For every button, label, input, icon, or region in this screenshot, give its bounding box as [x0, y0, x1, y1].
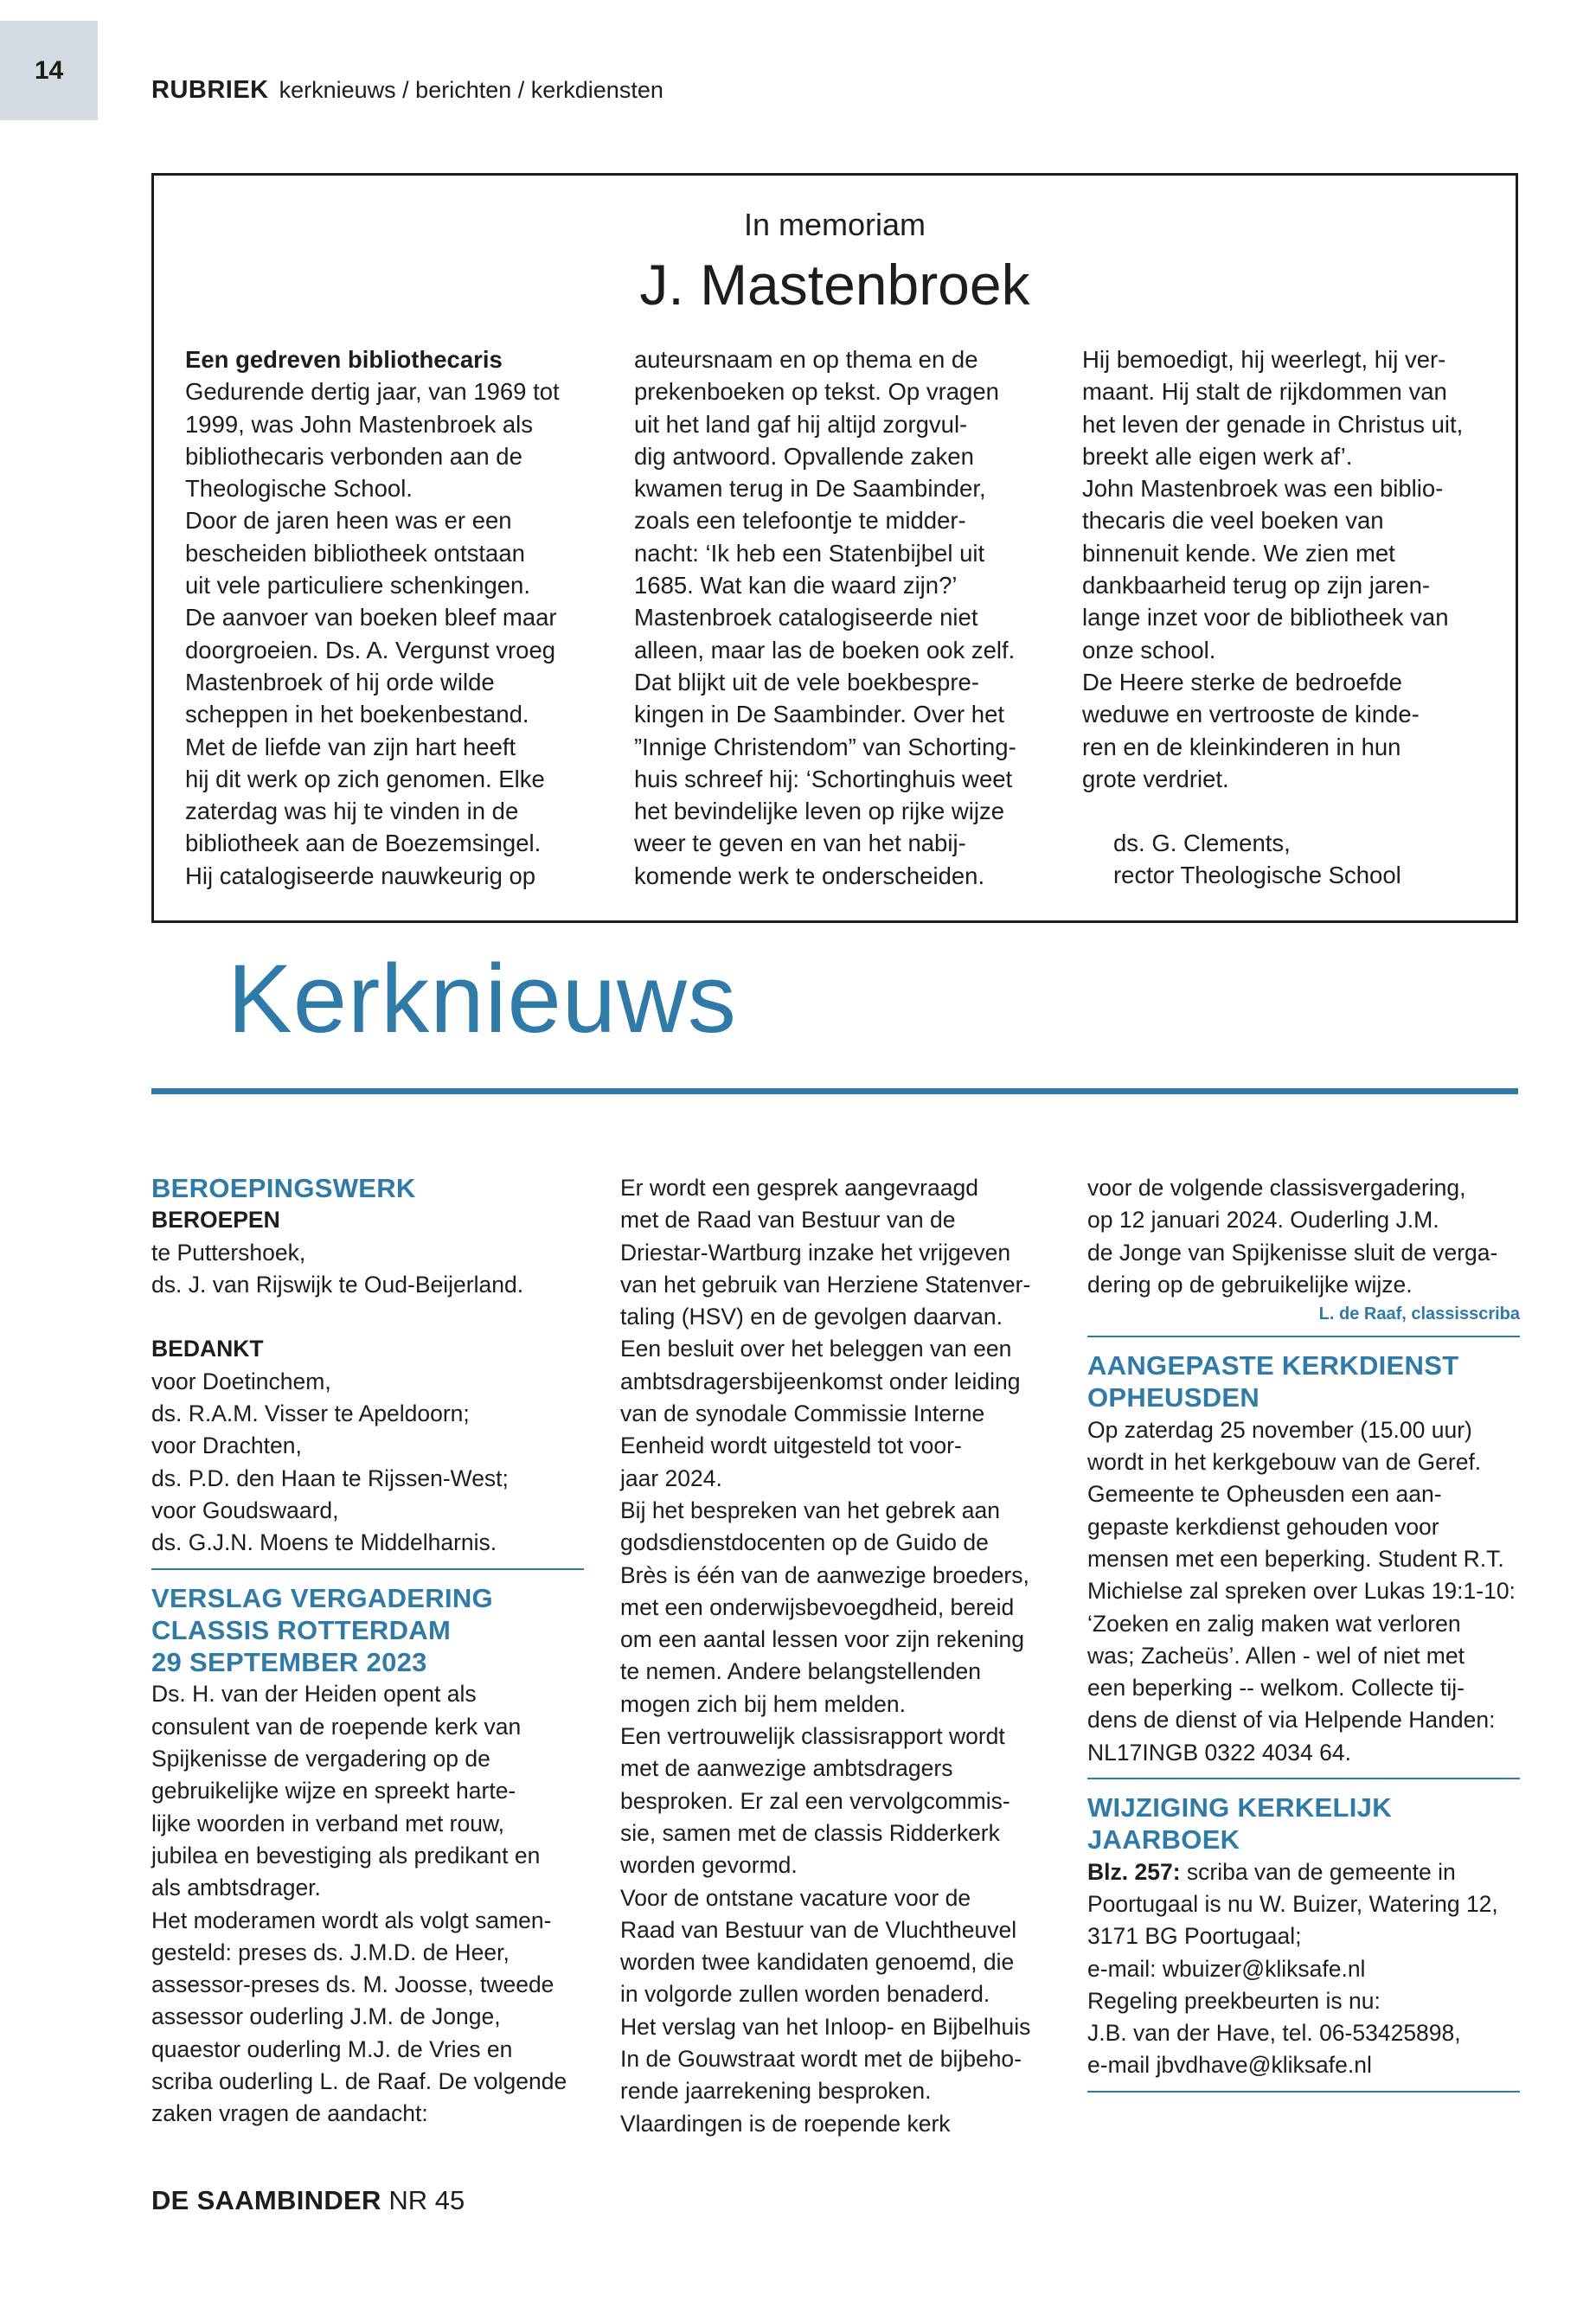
page-number: 14: [0, 21, 98, 120]
footer-brand: DE SAAMBINDER: [151, 2185, 381, 2215]
jaarboek-text-rest: Poortugaal is nu W. Buizer, Watering 12, 3171 BG Poortugaal; e-mail: wbuizer@kliksafe.nl Regeling preekbeurten is nu: J.B. van der Have, tel. 06-53425898, e-mail jbvdhave@kliksafe.nl: [1087, 1890, 1498, 2079]
memoriam-heading: Een gedreven bibliothecaris: [185, 346, 503, 373]
news-column-1: [151, 1172, 584, 2131]
section-divider: [151, 1568, 584, 1570]
jaarboek-text-first: scriba van de gemeente in: [1180, 1858, 1456, 1885]
memoriam-text-3: Hij bemoedigt, hij weerlegt, hij ver- maant. Hij stalt de rijkdommen van het leven der genade in Christus uit, breekt alle eigen werk af’. John Mastenbroek was een biblio- thecaris die veel boeken van binnenuit kende. We zien met dankbaarheid terug op zijn jaren- lange inzet voor de bibliotheek van onze school. De Heere sterke de bedroefde weduwe en vertrooste de kinde- ren en de kleinkinderen in hun grote verdriet.: [1082, 346, 1464, 792]
verslag-text-3: voor de volgende classisvergadering, op 12 januari 2024. Ouderling J.M. de Jonge van Spijkenisse sluit de verga- dering op de gebruikelijke wijze.: [1087, 1175, 1498, 1298]
jaarboek-blz-label: Blz. 257:: [1087, 1858, 1181, 1885]
bedankt-label: BEDANKT: [151, 1336, 264, 1362]
verslag-text-2: Er wordt een gesprek aangevraagd met de Raad van Bestuur van de Driestar-Wartburg inzake het vrijgeven van het gebruik van Herziene Statenver- taling (HSV) en de gevolgen daarvan. Een besluit over het beleggen van een ambtsdragersbijeenkomst onder leiding van de synodale Commissie Interne Eenheid wordt uitgesteld tot voor- jaar 2024. Bij het bespreken van het gebrek aan godsdienstdocenten op de Guido de Brès is één van de aanwezige broeders, met een onderwijsbevoegdheid, bereid om een aantal lessen voor zijn rekening te nemen. Andere belangstellenden mogen zich bij hem melden. Een vertrouwelijk classisrapport wordt met de aanwezige ambtsdragers besproken. Er zal een vervolgcommis- sie, samen met de classis Ridderkerk worden gevormd. Voor de ontstane vacature voor de Raad van Bestuur van de Vluchtheuvel worden twee kandidaten genoemd, die in volgorde zullen worden benaderd. Het verslag van het Inloop- en Bijbelhuis In de Gouwstraat wordt met de bijbeho- rende jaarrekening besproken. Vlaardingen is de roepende kerk: [620, 1175, 1031, 2137]
memoriam-column-2: [634, 343, 1041, 892]
memoriam-name: J. Mastenbroek: [639, 253, 1030, 317]
memoriam-subtitle: In memoriam: [743, 207, 926, 242]
rubriek-path: kerknieuws / berichten / kerkdiensten: [279, 77, 663, 103]
beroepen-label: BEROEPEN: [151, 1207, 280, 1234]
rubriek-header: [151, 76, 663, 105]
verslag-text-1: Ds. H. van der Heiden opent als consulent van de roepende kerk van Spijkenisse de vergadering op de gebruikelijke wijze en spreekt harte- lijke woorden in verband met rouw, jubilea en bevestiging als predikant en als ambtsdrager. Het moderamen wordt als volgt samen- gesteld: preses ds. J.M.D. de Heer, assessor-preses ds. M. Joosse, tweede assessor ouderling J.M. de Jonge, quaestor ouderling M.J. de Vries en scriba ouderling L. de Raaf. De volgende zaken vragen de aandacht:: [151, 1681, 567, 2127]
verslag-signature: L. de Raaf, classisscriba: [1318, 1304, 1520, 1324]
title-divider: [151, 1088, 1518, 1094]
section-divider: [1087, 1778, 1520, 1779]
beroepen-text: te Puttershoek, ds. J. van Rijswijk te Oud-Beijerland.: [151, 1239, 524, 1298]
memoriam-column-1: [185, 343, 592, 892]
verslag-heading: VERSLAG VERGADERING CLASSIS ROTTERDAM 29 SEPTEMBER 2023: [151, 1582, 493, 1678]
memoriam-text-2: auteursnaam en op thema en de prekenboeken op tekst. Op vragen uit het land gaf hij altijd zorgvul- dig antwoord. Opvallende zaken kwamen terug in De Saambinder, zoals een telefoontje te midder- nacht: ‘Ik heb een Statenbijbel uit 1685. Wat kan die waard zijn?’ Mastenbroek catalogiseerde niet alleen, maar las de boeken ook zelf. Dat blijkt uit de vele boekbespre- kingen in De Saambinder. Over het ”Innige Christendom” van Schorting- huis schreef hij: ‘Schortinghuis weet het bevindelijke leven op rijke wijze weer te geven en van het nabij- komende werk te onderscheiden.: [634, 346, 1016, 889]
section-divider: [1087, 1336, 1520, 1337]
memoriam-text-1: Gedurende dertig jaar, van 1969 tot 1999, was John Mastenbroek als bibliothecaris verbonden aan de Theologische School. Door de jaren heen was er een bescheiden bibliotheek ontstaan uit vele particuliere schenkingen. De aanvoer van boeken bleef maar doorgroeien. Ds. A. Vergunst vroeg Mastenbroek of hij orde wilde scheppen in het boekenbestand. Met de liefde van zijn hart heeft hij dit werk op zich genomen. Elke zaterdag was hij te vinden in de bibliotheek aan de Boezemsingel. Hij catalogiseerde nauwkeurig op: [185, 378, 560, 889]
news-column-2: [620, 1172, 1053, 2140]
news-column-3: [1087, 1172, 1520, 2105]
aangepaste-heading: AANGEPASTE KERKDIENST OPHEUSDEN: [1087, 1350, 1459, 1413]
footer: [151, 2185, 465, 2216]
kerknieuws-title: Kerknieuws: [228, 945, 737, 1053]
memoriam-signature: ds. G. Clements, rector Theologische School: [1113, 830, 1401, 889]
jaarboek-text: [1087, 1856, 1520, 2082]
jaarboek-heading: WIJZIGING KERKELIJK JAARBOEK: [1087, 1792, 1392, 1856]
rubriek-label: RUBRIEK: [151, 76, 269, 104]
memoriam-column-3: [1082, 343, 1489, 892]
beroepingswerk-heading: BEROEPINGSWERK: [151, 1173, 416, 1203]
in-memoriam-box: [151, 173, 1518, 923]
aangepaste-text: Op zaterdag 25 november (15.00 uur) wordt in het kerkgebouw van de Geref. Gemeente te Opheusden een aan- gepaste kerkdienst gehouden voor mensen met een beperking. Student R.T. Michielse zal spreken over Lukas 19:1-10: ‘Zoeken en zalig maken wat verloren was; Zacheüs’. Allen - wel of niet met een beperking -- welkom. Collecte tij- dens de dienst of via Helpende Handen: NL17INGB 0322 4034 64.: [1087, 1416, 1516, 1766]
section-divider: [1087, 2091, 1520, 2093]
footer-issue: NR 45: [388, 2185, 465, 2215]
bedankt-text: voor Doetinchem, ds. R.A.M. Visser te Apeldoorn; voor Drachten, ds. P.D. den Haan te Rijssen-West; voor Goudswaard, ds. G.J.N. Moens te Middelharnis.: [151, 1368, 509, 1556]
